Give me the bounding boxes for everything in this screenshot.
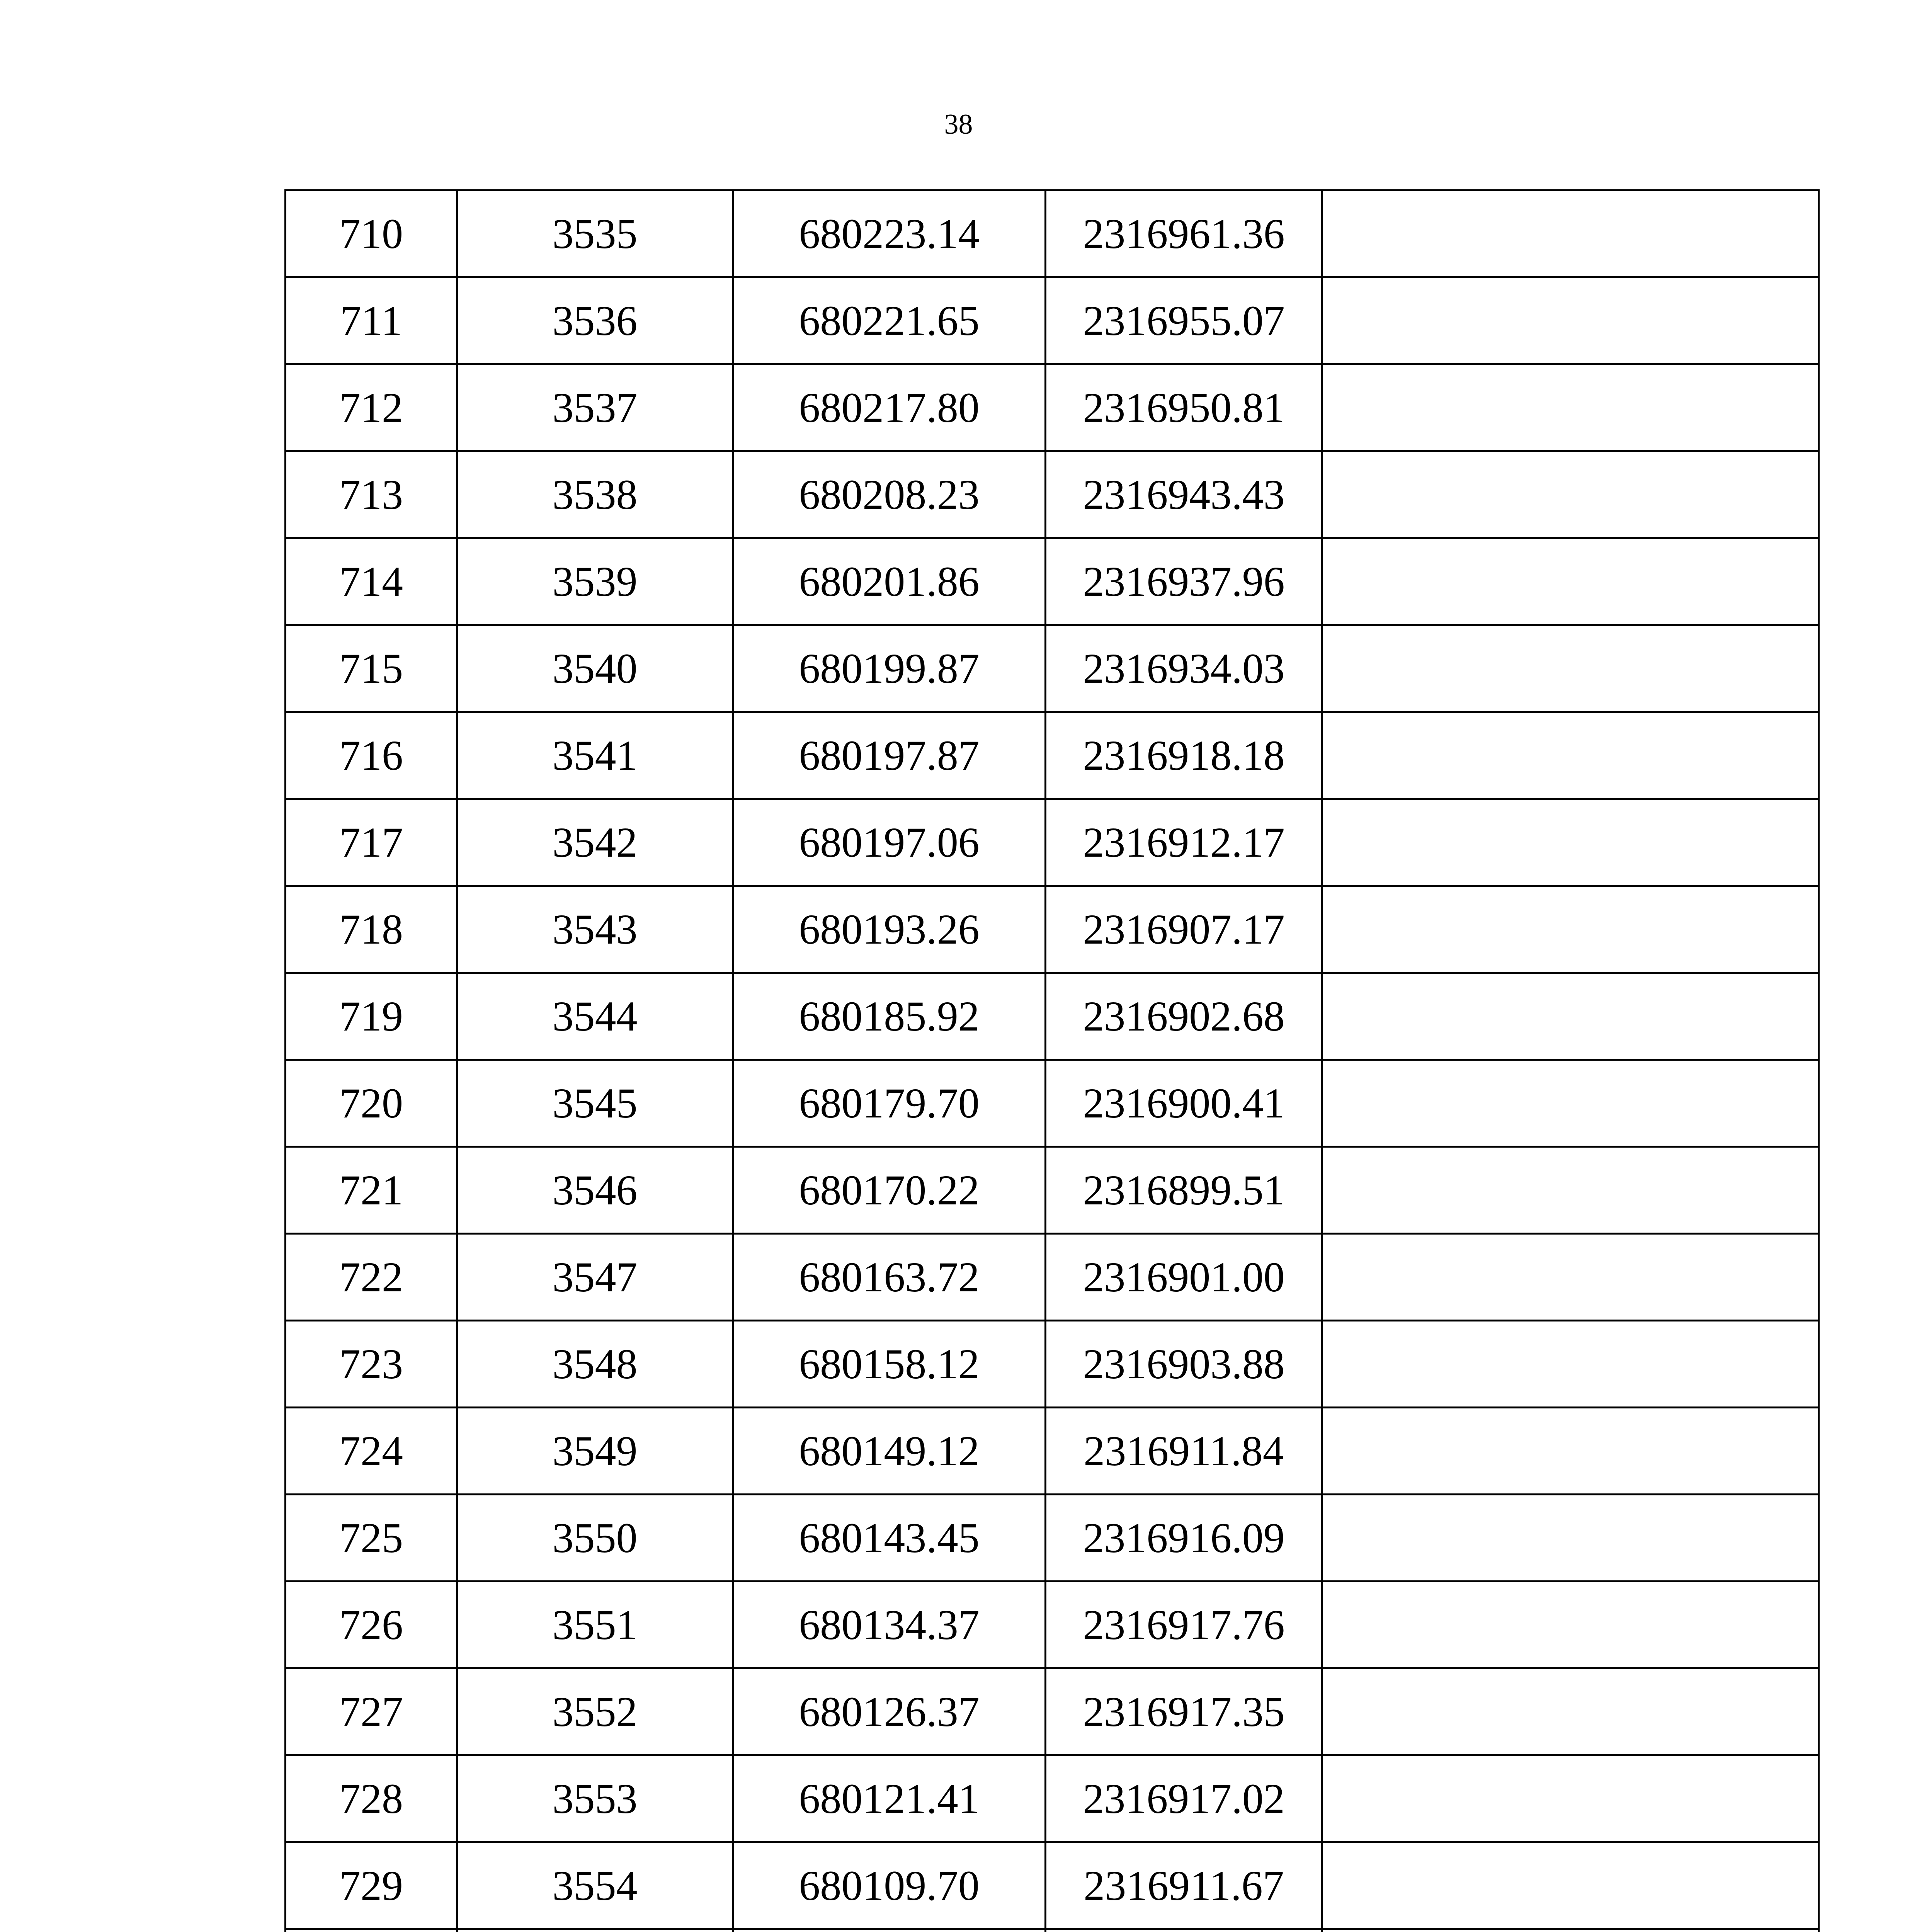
- x-coordinate-cell: 680149.12: [733, 1408, 1046, 1495]
- row-index-cell: 721: [286, 1147, 457, 1234]
- table-row: [286, 277, 1819, 364]
- x-coordinate-cell: 680109.70: [733, 1842, 1046, 1929]
- row-index-cell: 723: [286, 1321, 457, 1408]
- x-coordinate-cell: 680217.80: [733, 364, 1046, 451]
- point-id-cell: 3538: [457, 451, 733, 538]
- y-coordinate-cell: 2316934.03: [1046, 625, 1322, 712]
- y-coordinate-cell: 2316902.68: [1046, 973, 1322, 1060]
- note-cell: [1322, 1582, 1819, 1668]
- y-coordinate-cell: 2316950.81: [1046, 364, 1322, 451]
- y-coordinate-cell: 2316917.35: [1046, 1668, 1322, 1755]
- x-coordinate-cell: 680121.41: [733, 1755, 1046, 1842]
- table-row: [286, 1408, 1819, 1495]
- note-cell: [1322, 538, 1819, 625]
- x-coordinate-cell: 680201.86: [733, 538, 1046, 625]
- note-cell: [1322, 625, 1819, 712]
- table-row: [286, 451, 1819, 538]
- x-coordinate-cell: 680197.06: [733, 799, 1046, 886]
- row-index-cell: [286, 1929, 457, 1932]
- note-cell: [1322, 1495, 1819, 1582]
- point-id-cell: 3546: [457, 1147, 733, 1234]
- row-index-cell: 725: [286, 1495, 457, 1582]
- note-cell: [1322, 1321, 1819, 1408]
- point-id-cell: 3535: [457, 190, 733, 277]
- note-cell: [1322, 1060, 1819, 1147]
- y-coordinate-cell: 2316901.00: [1046, 1234, 1322, 1321]
- note-cell: [1322, 1147, 1819, 1234]
- x-coordinate-cell: 680126.37: [733, 1668, 1046, 1755]
- x-coordinate-cell: 680199.87: [733, 625, 1046, 712]
- x-coordinate-cell: 680134.37: [733, 1582, 1046, 1668]
- note-cell: [1322, 1842, 1819, 1929]
- table-row: [286, 1234, 1819, 1321]
- point-id-cell: 3536: [457, 277, 733, 364]
- row-index-cell: 724: [286, 1408, 457, 1495]
- x-coordinate-cell: [733, 1929, 1046, 1932]
- table-row: [286, 190, 1819, 277]
- note-cell: [1322, 451, 1819, 538]
- table-row: [286, 1668, 1819, 1755]
- row-index-cell: 715: [286, 625, 457, 712]
- row-index-cell: 728: [286, 1755, 457, 1842]
- row-index-cell: 726: [286, 1582, 457, 1668]
- row-index-cell: 716: [286, 712, 457, 799]
- note-cell: [1322, 886, 1819, 973]
- point-id-cell: 3548: [457, 1321, 733, 1408]
- y-coordinate-cell: 2316907.17: [1046, 886, 1322, 973]
- x-coordinate-cell: 680197.87: [733, 712, 1046, 799]
- point-id-cell: 3554: [457, 1842, 733, 1929]
- point-id-cell: 3540: [457, 625, 733, 712]
- y-coordinate-cell: 2316955.07: [1046, 277, 1322, 364]
- table-row: [286, 1060, 1819, 1147]
- y-coordinate-cell: [1046, 1929, 1322, 1932]
- table-row: [286, 1495, 1819, 1582]
- row-index-cell: 720: [286, 1060, 457, 1147]
- point-id-cell: 3552: [457, 1668, 733, 1755]
- row-index-cell: 727: [286, 1668, 457, 1755]
- row-index-cell: 711: [286, 277, 457, 364]
- note-cell: [1322, 973, 1819, 1060]
- y-coordinate-cell: 2316900.41: [1046, 1060, 1322, 1147]
- table-row: [286, 712, 1819, 799]
- table-row: [286, 1321, 1819, 1408]
- y-coordinate-cell: 2316911.84: [1046, 1408, 1322, 1495]
- coordinate-table-body: [286, 190, 1819, 1932]
- row-index-cell: 719: [286, 973, 457, 1060]
- x-coordinate-cell: 680179.70: [733, 1060, 1046, 1147]
- x-coordinate-cell: 680221.65: [733, 277, 1046, 364]
- y-coordinate-cell: 2316961.36: [1046, 190, 1322, 277]
- y-coordinate-cell: 2316916.09: [1046, 1495, 1322, 1582]
- row-index-cell: 714: [286, 538, 457, 625]
- row-index-cell: 722: [286, 1234, 457, 1321]
- note-cell: [1322, 1668, 1819, 1755]
- y-coordinate-cell: 2316903.88: [1046, 1321, 1322, 1408]
- note-cell: [1322, 277, 1819, 364]
- row-index-cell: 717: [286, 799, 457, 886]
- point-id-cell: 3550: [457, 1495, 733, 1582]
- note-cell: [1322, 1929, 1819, 1932]
- x-coordinate-cell: 680163.72: [733, 1234, 1046, 1321]
- x-coordinate-cell: 680208.23: [733, 451, 1046, 538]
- row-index-cell: 718: [286, 886, 457, 973]
- note-cell: [1322, 1234, 1819, 1321]
- point-id-cell: 3537: [457, 364, 733, 451]
- table-row: [286, 1842, 1819, 1929]
- point-id-cell: 3543: [457, 886, 733, 973]
- table-row: [286, 1755, 1819, 1842]
- point-id-cell: 3542: [457, 799, 733, 886]
- x-coordinate-cell: 680185.92: [733, 973, 1046, 1060]
- x-coordinate-cell: 680193.26: [733, 886, 1046, 973]
- point-id-cell: [457, 1929, 733, 1932]
- table-row: [286, 1147, 1819, 1234]
- point-id-cell: 3544: [457, 973, 733, 1060]
- page-number: 38: [944, 109, 973, 140]
- table-row: [286, 799, 1819, 886]
- x-coordinate-cell: 680158.12: [733, 1321, 1046, 1408]
- point-id-cell: 3545: [457, 1060, 733, 1147]
- table-row: [286, 625, 1819, 712]
- y-coordinate-cell: 2316917.02: [1046, 1755, 1322, 1842]
- point-id-cell: 3541: [457, 712, 733, 799]
- row-index-cell: 729: [286, 1842, 457, 1929]
- y-coordinate-cell: 2316911.67: [1046, 1842, 1322, 1929]
- point-id-cell: 3549: [457, 1408, 733, 1495]
- x-coordinate-cell: 680223.14: [733, 190, 1046, 277]
- row-index-cell: 713: [286, 451, 457, 538]
- note-cell: [1322, 190, 1819, 277]
- y-coordinate-cell: 2316912.17: [1046, 799, 1322, 886]
- table-row: [286, 886, 1819, 973]
- table-row: [286, 538, 1819, 625]
- y-coordinate-cell: 2316899.51: [1046, 1147, 1322, 1234]
- point-id-cell: 3553: [457, 1755, 733, 1842]
- y-coordinate-cell: 2316917.76: [1046, 1582, 1322, 1668]
- note-cell: [1322, 364, 1819, 451]
- note-cell: [1322, 712, 1819, 799]
- note-cell: [1322, 1408, 1819, 1495]
- table-row: [286, 364, 1819, 451]
- y-coordinate-cell: 2316937.96: [1046, 538, 1322, 625]
- y-coordinate-cell: 2316918.18: [1046, 712, 1322, 799]
- table-row: [286, 1929, 1819, 1932]
- table-row: [286, 1582, 1819, 1668]
- x-coordinate-cell: 680143.45: [733, 1495, 1046, 1582]
- x-coordinate-cell: 680170.22: [733, 1147, 1046, 1234]
- note-cell: [1322, 1755, 1819, 1842]
- coordinate-table: [284, 189, 1820, 1932]
- note-cell: [1322, 799, 1819, 886]
- row-index-cell: 710: [286, 190, 457, 277]
- point-id-cell: 3551: [457, 1582, 733, 1668]
- row-index-cell: 712: [286, 364, 457, 451]
- y-coordinate-cell: 2316943.43: [1046, 451, 1322, 538]
- point-id-cell: 3547: [457, 1234, 733, 1321]
- point-id-cell: 3539: [457, 538, 733, 625]
- table-row: [286, 973, 1819, 1060]
